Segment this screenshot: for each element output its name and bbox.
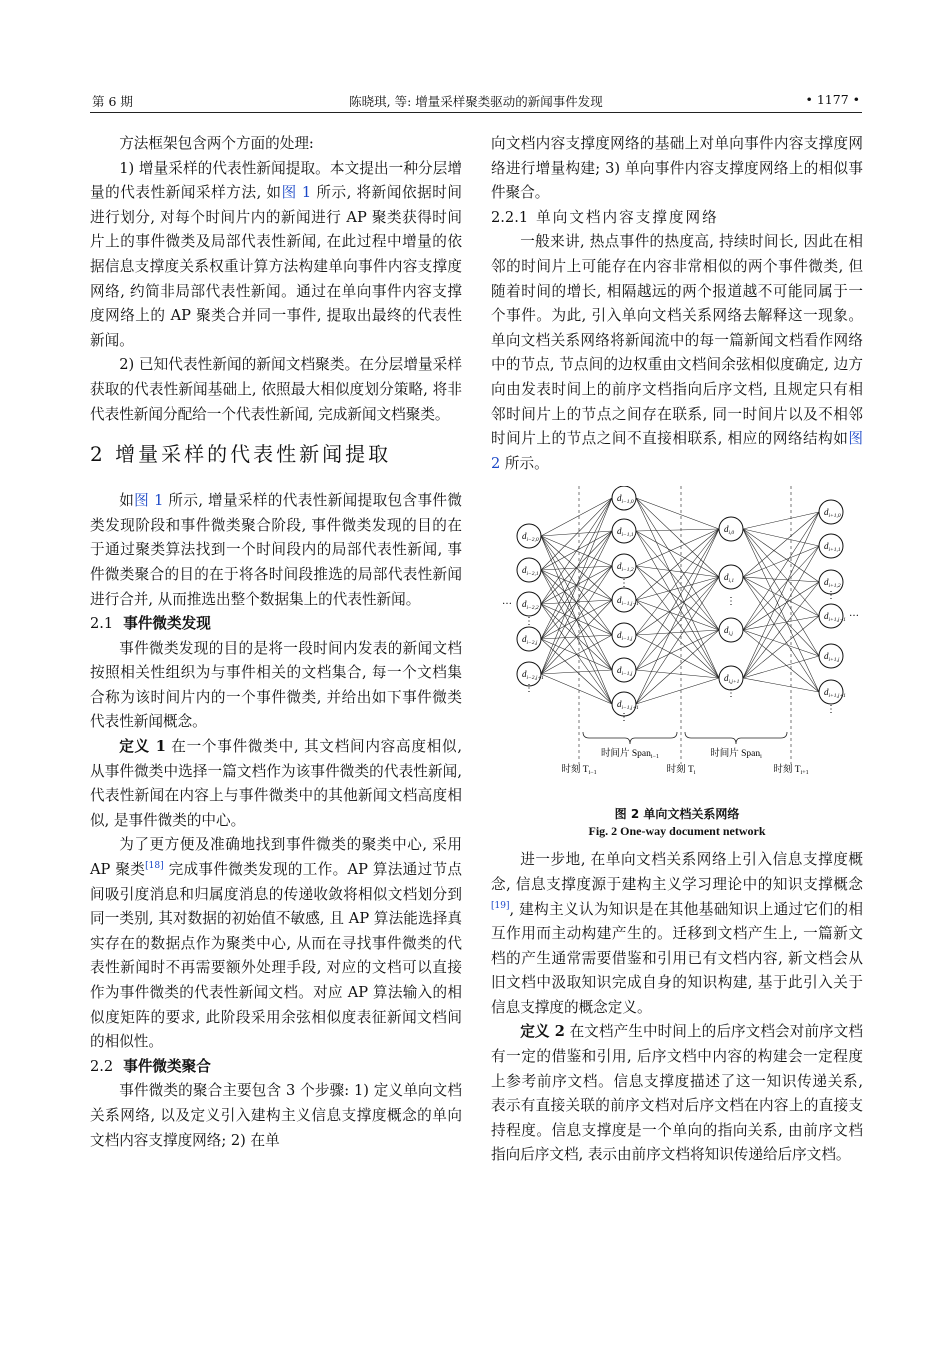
- edge: [743, 529, 819, 656]
- subsection-number: 2.2: [90, 1057, 114, 1075]
- paragraph: [90, 489, 462, 612]
- node-subscript: i+1,j: [828, 657, 840, 664]
- edge: [636, 577, 719, 704]
- document-node: [517, 524, 541, 548]
- edge: [743, 678, 819, 692]
- node-subscript: i−2,2: [526, 605, 539, 612]
- subsection-number: 2.1: [90, 615, 114, 633]
- node-subscript: i−1,j−1: [621, 601, 639, 608]
- edge: [636, 577, 719, 635]
- document-node: [612, 554, 636, 578]
- figure-2: [491, 486, 863, 798]
- node-subscript: i−1,0: [621, 499, 634, 506]
- time-label: 时刻 $T_i$: [666, 765, 696, 777]
- figure-caption: [491, 806, 863, 840]
- text: 所示, 将新闻依据时间进行划分, 对每个时间片内的新闻进行 AP 聚类获得时间片上的事件微类及局部代表性新闻, 在此过程中增量的依据信息支撑度关系权重计算方法构建单向事件内容支撑度网络, 约简非局部代表性新闻。通过在单向事件内容支撑度网络上的 AP 聚类合并同一事件, 提取出最终的代表性新闻。: [90, 184, 462, 349]
- node-subscript: i+1,0: [828, 513, 841, 520]
- ellipsis-mark: ⋮: [524, 616, 534, 628]
- time-label-sub: i: [693, 770, 696, 777]
- figure-link[interactable]: 图 1: [134, 492, 164, 510]
- subsection-number: 2.2.1: [491, 208, 529, 226]
- document-node: [612, 519, 636, 543]
- paragraph: 事件微类的聚合主要包含 3 个步骤: 1) 定义单向文档关系网络, 以及定义引入建构主义信息支撑度概念的单向文档内容支撑度网络; 2) 在单: [90, 1082, 462, 1149]
- node-subscript: i−1,j: [621, 636, 633, 643]
- node-subscript: i,j: [728, 631, 733, 638]
- time-label: 时刻 $T_{i+1}$: [773, 765, 809, 777]
- edge: [541, 531, 612, 604]
- definition: [491, 1020, 863, 1168]
- paragraph: 方法框架包含两个方面的处理:: [119, 135, 314, 152]
- node-label: $d_{i,j}$: [724, 625, 733, 638]
- document-node: [819, 534, 843, 558]
- node-label: $d_{i+1,2}$: [824, 577, 841, 590]
- ellipsis-mark: …: [849, 608, 859, 620]
- document-node: [612, 623, 636, 647]
- edge: [541, 670, 612, 674]
- node-subscript: i−1,j+1: [621, 705, 639, 712]
- left-column: [90, 132, 462, 1153]
- document-node: [517, 627, 541, 651]
- network-diagram: [491, 486, 863, 798]
- edge: [636, 529, 719, 704]
- node-subscript: i−1,2: [621, 567, 634, 574]
- ellipsis-mark: ⋮: [726, 596, 736, 608]
- definition-label: 定义 2: [520, 1023, 565, 1041]
- ellipsis-mark: ⋮: [524, 683, 534, 695]
- caption-en: Fig. 2 One-way document network: [588, 824, 766, 839]
- document-node: [819, 604, 843, 628]
- node-subscript: i+1,1: [828, 547, 841, 554]
- edge: [743, 616, 819, 678]
- edge: [636, 600, 719, 678]
- node-label: $d_{i,j+1}$: [724, 673, 740, 686]
- section-heading: 2 增量采样的代表性新闻提取: [90, 442, 392, 467]
- text: 如: [119, 492, 135, 510]
- span-brace: [685, 732, 787, 744]
- paragraph: 事件微类发现的目的是将一段时间内发表的新闻文档按照相关性组织为与事件相关的文档集合, 每一个文档集合称为该时间片内的一个事件微类, 并给出如下事件微类代表性新闻概念。: [90, 639, 462, 731]
- node-subscript: i−2,1: [526, 571, 539, 578]
- node-subscript: i−1,j: [621, 671, 633, 678]
- running-title: 陈晓琪, 等: 增量采样聚类驱动的新闻事件发现: [349, 94, 603, 109]
- node-subscript: i−1,1: [621, 532, 634, 539]
- node-label: $d_{i+1,j+1}$: [824, 687, 846, 700]
- span-label: 时间片 Span$_i$: [710, 749, 762, 761]
- node-subscript: i+1,j−1: [828, 617, 846, 624]
- edge: [636, 529, 719, 635]
- paragraph: 2) 已知代表性新闻的新闻文档聚类。在分层增量采样获取的代表性新闻基础上, 依照最大相似度划分策略, 将非代表性新闻分配给一个代表性新闻, 完成新闻文档聚类。: [90, 356, 462, 423]
- ellipsis-mark: ⋮: [619, 578, 629, 590]
- text: 所示, 增量采样的代表性新闻提取包含事件微类发现阶段和事件微类聚合阶段, 事件微类发现的目的在于通过聚类算法找到一个时间段内的局部代表性新闻, 事件微类聚合的目的在于将各时间段推选的局部代表性新闻进行合并, 从而推选出整个数据集上的代表性新闻。: [90, 492, 462, 608]
- node-label: $d_{i-1,j-1}$: [617, 595, 639, 608]
- node-label: $d_{i+1,1}$: [824, 541, 841, 554]
- span-brace: [583, 732, 677, 744]
- ellipsis-mark: ⋮: [619, 712, 629, 724]
- edge: [541, 531, 612, 674]
- document-node: [612, 588, 636, 612]
- running-header: [90, 90, 862, 113]
- edge: [636, 529, 719, 566]
- edge: [636, 670, 719, 678]
- node-subscript: i−2,j+1: [526, 675, 544, 682]
- edge: [743, 630, 819, 692]
- edge: [636, 529, 719, 670]
- edge: [636, 529, 719, 600]
- edge: [636, 630, 719, 635]
- edge: [743, 577, 819, 582]
- edge: [636, 566, 719, 678]
- node-label: $d_{i-2,1}$: [522, 565, 539, 578]
- edge: [541, 639, 612, 704]
- edge: [541, 600, 612, 674]
- node-label: $d_{i,1}$: [724, 572, 735, 585]
- node-subscript: i,0: [728, 530, 735, 537]
- edge: [743, 512, 819, 529]
- edge: [541, 498, 612, 674]
- node-subscript: i+1,2: [828, 583, 841, 590]
- node-label: $d_{i-1,0}$: [617, 493, 634, 506]
- node-label: $d_{i,0}$: [724, 524, 735, 537]
- edge: [636, 529, 719, 531]
- ellipsis-mark: ⋮: [826, 704, 836, 716]
- ellipsis-mark: ⋮: [826, 590, 836, 602]
- subsection-heading: [90, 612, 462, 637]
- span-label-sub: i−1: [650, 754, 659, 761]
- subsubsection-heading: [491, 206, 863, 231]
- node-label: $d_{i-2,2}$: [522, 599, 539, 612]
- issue-label: 第 6 期: [92, 94, 133, 109]
- edge: [636, 630, 719, 704]
- text: 在一个事件微类中, 其文档间内容高度相似, 从事件微类中选择一篇文档作为该事件微类的代表性新闻, 代表性新闻在内容上与事件微类中的其他新闻文档高度相似, 是事件微类的中心。: [90, 738, 462, 829]
- document-node: [612, 486, 636, 510]
- node-subscript: i+1,j+1: [828, 693, 846, 700]
- edge: [541, 531, 612, 536]
- edge: [541, 498, 612, 639]
- document-node: [719, 517, 743, 541]
- text: 完成事件微类发现的工作。AP 算法通过节点间吸引度消息和归属度消息的传递收敛将相似文档划分到同一类别, 其对数据的初始值不敏感, 且 AP 算法能选择真实存在的数据点作为聚类中心, 从而在寻找事件微类的代表性新闻时不再需要额外处理手段, 对应的文档可以直接作为事件微类的代表性新闻文档。对应 AP 算法输入的相似度矩阵的要求, 此阶段采用余弦相似度表征新闻文档间的相似性。: [90, 861, 462, 1051]
- edge: [636, 498, 719, 678]
- text: 进一步地, 在单向文档关系网络上引入信息支撑度概念, 信息支撑度源于建构主义学习理论中的知识支撑概念: [491, 851, 863, 893]
- node-label: $d_{i-1,2}$: [617, 561, 634, 574]
- node-label: $d_{i-1,j+1}$: [617, 699, 639, 712]
- node-subscript: i,1: [728, 578, 735, 585]
- text: 所示。: [500, 454, 549, 472]
- definition: [90, 735, 462, 833]
- paragraph: [491, 848, 863, 1020]
- node-label: $d_{i+1,0}$: [824, 507, 841, 520]
- paragraph: [90, 833, 462, 1054]
- node-subscript: i−2,0: [526, 537, 539, 544]
- document-node: [819, 644, 843, 668]
- document-node: [517, 558, 541, 582]
- caption-cn: 图 2 单向文档关系网络: [614, 807, 740, 822]
- paragraph: [90, 157, 462, 354]
- edge: [743, 512, 819, 577]
- node-label: $d_{i-2,j}$: [522, 634, 538, 647]
- right-column: [491, 132, 863, 1168]
- node-label: $d_{i-1,1}$: [617, 526, 634, 539]
- document-node: [819, 500, 843, 524]
- paragraph: [491, 230, 863, 476]
- text: 在文档产生中时间上的后序文档会对前序文档有一定的借鉴和引用, 后序文档中内容的构建会一定程度上参考前序文档。信息支撑度描述了这一知识传递关系, 表示有直接关联的前序文档对后序文档在内容上的直接支持程度。信息支撑度是一个单向的指向关系, 由前序文档指向后序文档, 表示由前序文档将知识传递给后序文档。: [491, 1023, 863, 1164]
- subsection-title: 事件微类发现: [123, 615, 211, 633]
- document-node: [819, 680, 843, 704]
- figure-link[interactable]: 图 2: [491, 430, 863, 472]
- time-label: 时刻 $T_{i-1}$: [561, 765, 597, 777]
- text: 为了更方便及准确地找到事件微类的聚类中心, 采用 AP 聚类: [90, 836, 462, 879]
- citation-link[interactable]: [18]: [145, 861, 164, 872]
- span-label-sub: i: [760, 754, 762, 761]
- document-node: [719, 618, 743, 642]
- edge: [636, 498, 719, 630]
- figure-link[interactable]: 图 1: [281, 184, 312, 202]
- node-label: $d_{i+1,j-1}$: [824, 611, 846, 624]
- document-node: [719, 666, 743, 690]
- span-label: 时间片 Span$_{i-1}$: [601, 749, 659, 761]
- edge: [541, 498, 612, 570]
- edge: [636, 498, 719, 577]
- ellipsis-mark: …: [502, 596, 512, 608]
- edge: [743, 630, 819, 656]
- edge: [541, 635, 612, 674]
- edge: [743, 577, 819, 656]
- edge: [743, 546, 819, 630]
- document-node: [612, 658, 636, 682]
- citation-link[interactable]: [19]: [491, 900, 510, 911]
- edge: [636, 531, 719, 577]
- definition-label: 定义 1: [119, 738, 166, 756]
- edge: [636, 630, 719, 670]
- node-label: $d_{i-1,j}$: [617, 665, 633, 678]
- text: 一般来讲, 热点事件的热度高, 持续时间长, 因此在相邻的时间片上可能存在内容非常相似的两个事件微类, 但随着时间的增长, 相隔越远的两个报道越不可能同属于一个事件。为此, 引入单向文档关系网络去解释这一现象。单向文档关系网络将新闻流中的每一篇新闻文档看作网络中的节点, 节点间的边权重由文档间余弦相似度确定, 边方向由发表时间上的前序文档指向后序文档, 且规定只有相邻时间片上的节点之间存在联系, 同一时间片以及不相邻时间片上的节点之间不直接相联系, 相应的网络结构如: [491, 233, 863, 448]
- time-label-sub: i−1: [588, 770, 597, 777]
- page-number: • 1177 •: [805, 92, 860, 107]
- paragraph: 向文档内容支撑度网络的基础上对单向事件内容支撑度网络进行增量构建; 3) 单向事件内容支撑度网络上的相似事件聚合。: [491, 135, 863, 202]
- subsection-heading: [90, 1055, 462, 1080]
- text: , 建构主义认为知识是在其他基础知识上通过它们的相互作用而主动构建产生的。迁移到文档产生上, 一篇新文档的产生通常需要借鉴和引用已有文档内容, 新文档会从旧文档中汲取知识完成自身的知识构建, 基于此引入关于信息支撑度的概念定义。: [491, 900, 863, 1016]
- document-node: [719, 565, 743, 589]
- document-node: [517, 592, 541, 616]
- node-label: $d_{i-2,0}$: [522, 531, 539, 544]
- node-subscript: i−2,j: [526, 640, 538, 647]
- node-label: $d_{i-1,j}$: [617, 630, 633, 643]
- node-label: $d_{i+1,j}$: [824, 651, 840, 664]
- time-label-sub: i+1: [800, 770, 809, 777]
- text: 1) 增量采样的代表性新闻提取。本文提出一种分层增量的代表性新闻采样方法, 如: [90, 159, 462, 202]
- edge: [541, 498, 612, 536]
- ellipsis-mark: ⋮: [726, 688, 736, 700]
- edge: [636, 678, 719, 704]
- node-label: $d_{i-2,j+1}$: [522, 669, 544, 682]
- subsection-title: 单向文档内容支撑度网络: [536, 208, 719, 226]
- node-subscript: i,j+1: [728, 679, 740, 686]
- subsection-title: 事件微类聚合: [123, 1057, 211, 1075]
- edge: [743, 529, 819, 692]
